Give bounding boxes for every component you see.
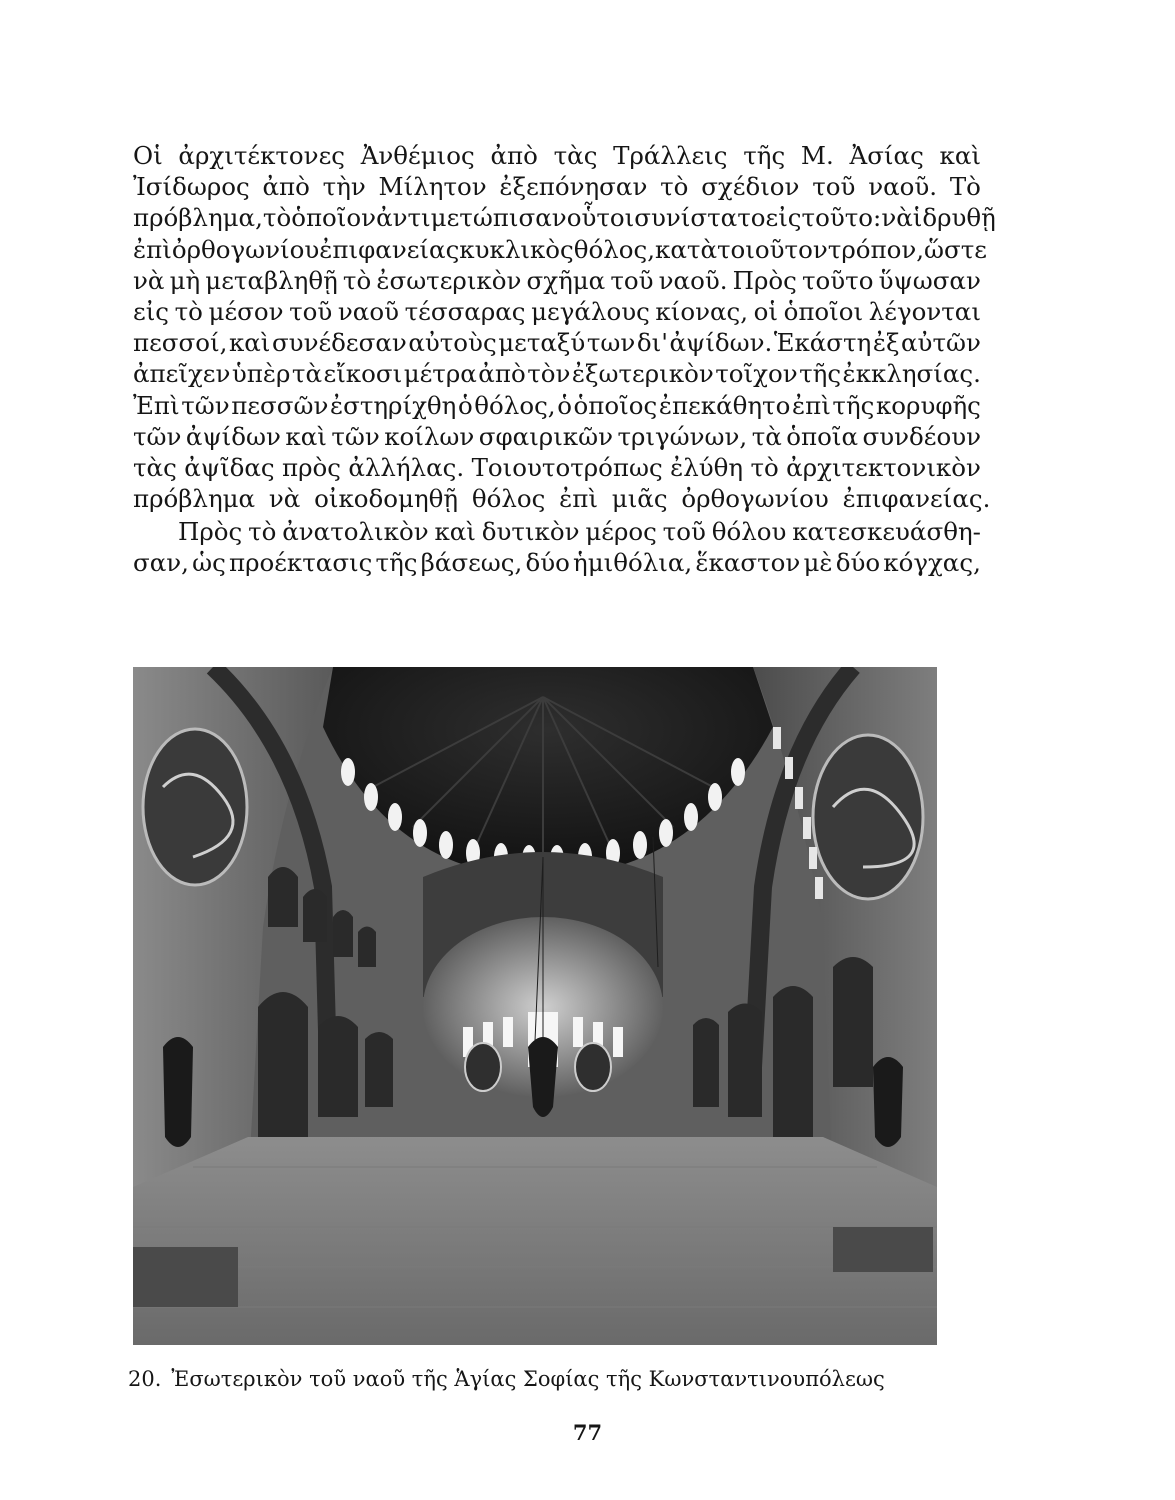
word: ναοῦ bbox=[337, 296, 399, 326]
body-text bbox=[133, 140, 996, 579]
word: ὁ bbox=[457, 390, 473, 420]
word: Πρὸς bbox=[178, 517, 243, 547]
hagia-sophia-interior-photo bbox=[133, 667, 937, 1345]
text-line bbox=[133, 265, 981, 296]
word: ἀπὸ bbox=[478, 359, 526, 389]
text-line bbox=[133, 390, 981, 421]
word: Τοιουτοτρόπως bbox=[471, 452, 663, 482]
word: δι' bbox=[636, 328, 668, 358]
word: συνίστατο bbox=[634, 203, 766, 233]
text-line bbox=[133, 327, 981, 358]
word: πεσσοί, bbox=[133, 328, 228, 358]
word: ὀρθογωνίου bbox=[171, 234, 320, 264]
word: ἐπὶ bbox=[791, 390, 831, 420]
word: δυτικὸν bbox=[481, 517, 580, 547]
word: ἀψῖδας bbox=[184, 452, 275, 482]
word: μὲ bbox=[803, 548, 833, 578]
text-line bbox=[133, 171, 981, 202]
word: ἐπεκάθητο bbox=[658, 390, 791, 420]
word: μὴ bbox=[169, 265, 201, 295]
word: τοῦτο bbox=[801, 203, 874, 233]
word: τριγώνων, bbox=[617, 421, 748, 451]
word: ὥστε bbox=[924, 234, 987, 264]
word: ἀλλήλας. bbox=[348, 452, 465, 482]
word: τὸ bbox=[750, 452, 779, 482]
word: ὁποῖοι bbox=[783, 296, 864, 326]
word: τῆς bbox=[375, 548, 418, 578]
word: ὁποῖον bbox=[291, 203, 377, 233]
page-number: 77 bbox=[572, 1420, 603, 1445]
word: ἀπὸ bbox=[490, 141, 538, 170]
word: συνέδεσαν bbox=[271, 328, 407, 358]
word: ἀπεῖχεν bbox=[133, 359, 231, 389]
word: ἐκκλησίας. bbox=[842, 359, 981, 389]
word: τέσσαρας bbox=[404, 296, 526, 326]
word: τὸ bbox=[342, 265, 372, 295]
word: τὸν bbox=[527, 359, 571, 389]
word: τὸ bbox=[262, 203, 292, 233]
word: οἱ bbox=[753, 296, 778, 326]
word: τρόπον, bbox=[827, 234, 925, 264]
word: καὶ bbox=[434, 517, 476, 547]
word: τῶν bbox=[331, 421, 380, 451]
text-line bbox=[133, 547, 981, 578]
text-line bbox=[133, 358, 981, 389]
word: Ἀνθέμιος bbox=[360, 141, 475, 170]
word: βάσεως, bbox=[420, 548, 523, 578]
word: καὶ bbox=[285, 421, 327, 451]
text-line bbox=[133, 452, 981, 483]
word: προέκτασις bbox=[228, 548, 373, 578]
word: οὗτοι bbox=[566, 203, 635, 233]
word: μεγάλους bbox=[531, 296, 650, 326]
word: θόλου bbox=[711, 517, 787, 547]
word: καὶ bbox=[939, 141, 981, 170]
word: ἀψίδων. bbox=[669, 328, 773, 358]
word: ἀρχιτεκτονικὸν bbox=[786, 452, 981, 482]
word: τῆς bbox=[799, 359, 842, 389]
word: τὸ bbox=[174, 296, 203, 326]
word: τὰ bbox=[291, 359, 323, 389]
word: ἐξωτερικὸν bbox=[571, 359, 714, 389]
word: τὰ bbox=[751, 421, 782, 451]
word: κόγχας, bbox=[883, 548, 981, 578]
word: κίονας, bbox=[655, 296, 749, 326]
word: μεταξύ bbox=[498, 328, 586, 358]
word: μέσον bbox=[208, 296, 284, 326]
text-line bbox=[133, 296, 981, 327]
word: Μίλητον bbox=[378, 172, 487, 202]
word: τὰς bbox=[133, 452, 177, 482]
text-line bbox=[133, 516, 981, 547]
word: τὰς bbox=[553, 141, 598, 170]
word: μέρος bbox=[585, 517, 657, 547]
figure-caption bbox=[128, 1366, 988, 1392]
word: Ἐπὶ bbox=[133, 390, 180, 420]
word: ἐπιφανείας bbox=[319, 234, 460, 264]
word: ἀπὸ bbox=[262, 172, 310, 202]
word: ἀρχιτέκτονες bbox=[178, 141, 345, 170]
word: ἀψίδων bbox=[185, 421, 281, 451]
word: κατὰ bbox=[655, 234, 717, 264]
word: ἐξ bbox=[872, 328, 900, 358]
word: ἐλύθη bbox=[670, 452, 744, 482]
word: δύο bbox=[835, 548, 881, 578]
word: ὁ bbox=[557, 390, 572, 420]
word: Ἰσίδωρος bbox=[133, 172, 250, 202]
text-line: πρόβλημα νὰ οἰκοδομηθῇ θόλος ἐπὶ μιᾶς ὀρθογωνίου ἐπιφανείας. bbox=[133, 484, 991, 514]
word: πεσσῶν bbox=[231, 390, 329, 420]
word: κυκλικὸς bbox=[459, 234, 574, 264]
word: Μ. bbox=[800, 141, 834, 170]
word: τοῖχον bbox=[715, 359, 798, 389]
word: θόλος, bbox=[474, 390, 556, 420]
word: τὸ bbox=[248, 517, 277, 547]
word: εἴκοσι bbox=[323, 359, 403, 389]
word: ἀνατολικὸν bbox=[282, 517, 429, 547]
text-line bbox=[133, 421, 981, 452]
word: αὐτῶν bbox=[901, 328, 981, 358]
paragraph-1 bbox=[133, 140, 996, 514]
word: σχῆμα bbox=[526, 265, 606, 295]
word: τοῦτο bbox=[801, 265, 874, 295]
word: μέτρα bbox=[403, 359, 477, 389]
word: ὡς bbox=[192, 548, 226, 578]
word: πρὸς bbox=[281, 452, 341, 482]
word: θόλος, bbox=[573, 234, 656, 264]
text-line bbox=[133, 202, 996, 233]
word: τὴν bbox=[322, 172, 366, 202]
word: ὕψωσαν bbox=[878, 265, 981, 295]
word: κατεσκευάσθη- bbox=[792, 517, 981, 547]
word: εἰς bbox=[765, 203, 802, 233]
word: ἱδρυθῇ bbox=[912, 203, 996, 233]
word: τῶν bbox=[181, 390, 230, 420]
text-line bbox=[133, 140, 981, 171]
word: ἐστηρίχθη bbox=[329, 390, 457, 420]
word: τοῦ bbox=[289, 296, 333, 326]
paragraph-2 bbox=[133, 516, 981, 578]
word: τοιοῦτον bbox=[717, 234, 828, 264]
word: δύο bbox=[525, 548, 570, 578]
word: λέγονται bbox=[868, 296, 981, 326]
word: ἀντιμετώπισαν bbox=[376, 203, 567, 233]
word: τὸ bbox=[660, 172, 689, 202]
word: ἡμιθόλια, bbox=[573, 548, 693, 578]
word: κορυφῆς bbox=[875, 390, 981, 420]
word: ναοῦ. bbox=[658, 265, 728, 295]
word: σφαιρικῶν bbox=[478, 421, 613, 451]
word: ὑπὲρ bbox=[231, 359, 291, 389]
word: σχέδιον bbox=[701, 172, 800, 202]
word: τοῦ bbox=[610, 265, 654, 295]
word: νὰ bbox=[133, 265, 165, 295]
word: τῶν bbox=[133, 421, 182, 451]
word: Πρὸς bbox=[732, 265, 797, 295]
figure-caption-text: Ἐσωτερικὸν τοῦ ναοῦ τῆς Ἁγίας Σοφίας τῆς Κωνσταντινουπόλεως bbox=[171, 1367, 885, 1391]
word: μεταβληθῇ bbox=[205, 265, 338, 295]
word: τοῦ bbox=[662, 517, 706, 547]
word: Τράλλεις bbox=[613, 141, 728, 170]
word: σαν, bbox=[133, 548, 189, 578]
word: ἐπὶ bbox=[133, 234, 172, 264]
word: Ἑκάστη bbox=[773, 328, 872, 358]
word: των bbox=[586, 328, 636, 358]
word: τῆς bbox=[743, 141, 786, 170]
word: συνδέουν bbox=[862, 421, 981, 451]
text-line bbox=[133, 234, 987, 265]
word: νὰ bbox=[881, 203, 913, 233]
word: κοίλων bbox=[384, 421, 475, 451]
word: τῆς bbox=[832, 390, 875, 420]
word: καὶ bbox=[228, 328, 271, 358]
word: Ἀσίας bbox=[849, 141, 924, 170]
word: : bbox=[873, 203, 882, 233]
word: Τὸ bbox=[949, 172, 981, 202]
word: ἐξεπόνησαν bbox=[499, 172, 648, 202]
word: ὁποῖος bbox=[573, 390, 658, 420]
word: Οἱ bbox=[133, 141, 163, 170]
word: ἐσωτερικὸν bbox=[376, 265, 522, 295]
word: αὐτοὺς bbox=[408, 328, 497, 358]
word: τοῦ bbox=[812, 172, 856, 202]
figure-number: 20. bbox=[128, 1367, 162, 1391]
word: πρόβλημα, bbox=[133, 203, 263, 233]
word: ὁποῖα bbox=[786, 421, 859, 451]
word: ἕκαστον bbox=[695, 548, 801, 578]
word: εἰς bbox=[133, 296, 170, 326]
word: ναοῦ. bbox=[868, 172, 938, 202]
